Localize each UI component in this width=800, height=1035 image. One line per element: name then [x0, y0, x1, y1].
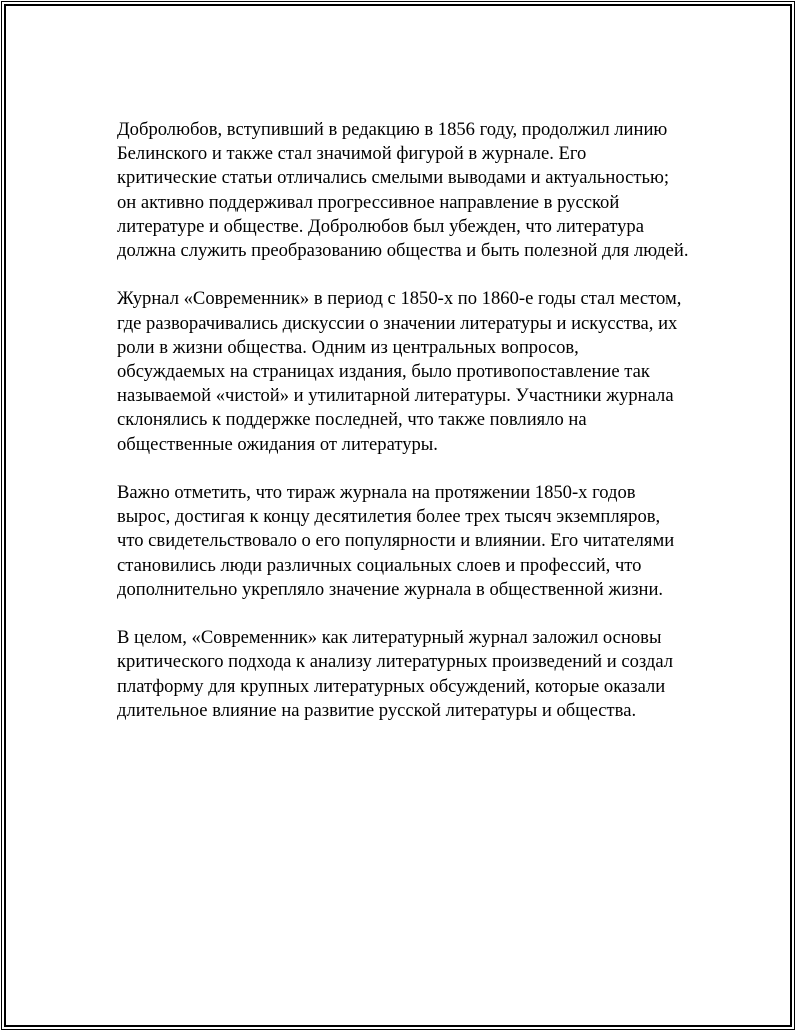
paragraph-conclusion: В целом, «Современник» как литературный журнал заложил основы критического подхода к анализу литературных произведений и создал платформу для крупных литературных обсуждений, которые оказали длительное влияние на развитие русской литературы и общества. [117, 627, 674, 721]
paragraph-sovremennik-discussions: Журнал «Современник» в период с 1850-х по 1860-е годы стал местом, где разворачивались дискуссии о значении литературы и искусства, их роли в жизни общества. Одним из центральных вопросов, обсуждаемых на страницах издания, было противопоставление так называемой «чистой» и утилитарной литературы. Участники журнала склонялись к поддержке последней, что также повлияло на общественные ожидания от литературы. [117, 288, 682, 455]
document-body [117, 118, 697, 747]
paragraph-dobrolyubov: Добролюбов, вступивший в редакцию в 1856 году, продолжил линию Белинского и также стал значимой фигурой в журнале. Его критические статьи отличались смелыми выводами и актуальностью; он активно поддерживал прогрессивное направление в русской литературе и обществе. Добролюбов был убежден, что литература должна служить преобразованию общества и быть полезной для людей. [117, 119, 689, 262]
paragraph-circulation: Важно отметить, что тираж журнала на протяжении 1850-х годов вырос, достигая к концу десятилетия более трех тысяч экземпляров, что свидетельствовало о его популярности и влиянии. Его читателями становились люди различных социальных слоев и профессий, что дополнительно укрепляло значение журнала в общественной жизни. [117, 482, 675, 600]
